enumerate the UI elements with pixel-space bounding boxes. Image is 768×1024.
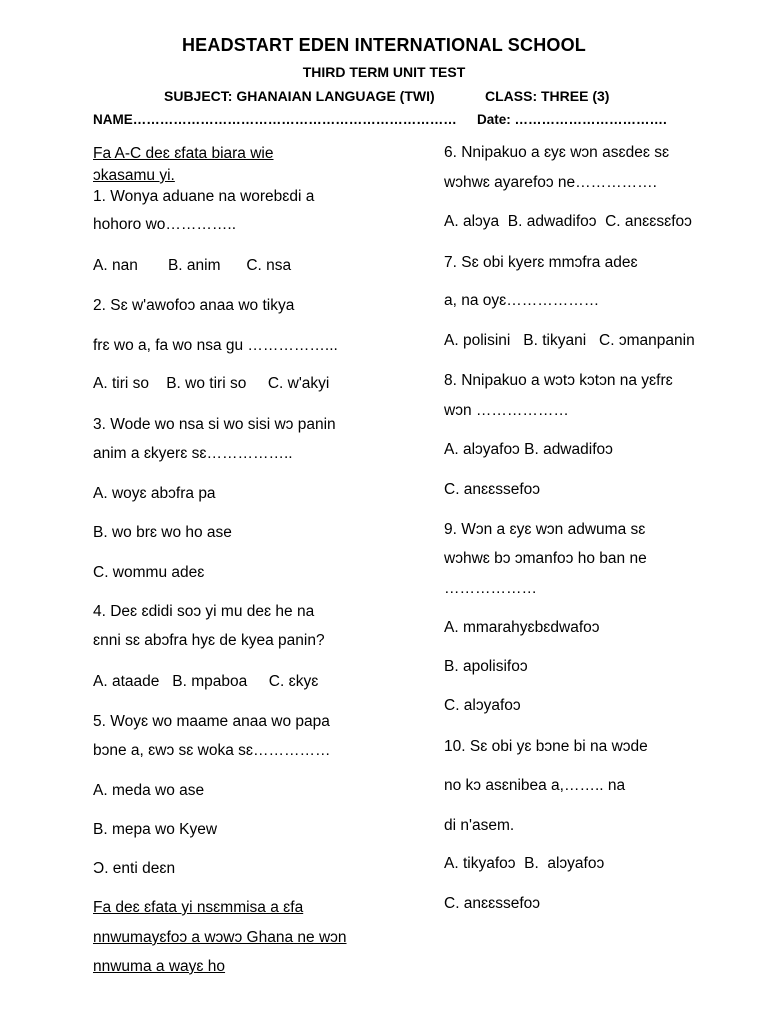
question-option: B. apolisifoɔ bbox=[444, 658, 528, 675]
question-option: B. mepa wo Kyew bbox=[93, 821, 218, 838]
test-title: THIRD TERM UNIT TEST bbox=[302, 64, 466, 80]
instruction-line: Fa A-C deɛ ɛfata biara wie bbox=[93, 145, 274, 162]
question-option: C. anɛɛssefoɔ bbox=[444, 895, 541, 912]
question-text: ……………… bbox=[444, 580, 537, 597]
question-text: 9. Wɔn a ɛyɛ wɔn adwuma sɛ bbox=[444, 521, 646, 538]
question-option: C. wommu adeɛ bbox=[93, 564, 205, 581]
question-option: B. wo brɛ wo ho ase bbox=[93, 524, 232, 541]
question-text: 5. Woyɛ wo maame anaa wo papa bbox=[93, 713, 330, 730]
question-option: Ɔ. enti deɛn bbox=[93, 860, 176, 877]
question-text: 7. Sɛ obi kyerɛ mmɔfra adeɛ bbox=[444, 254, 638, 271]
question-options: A. polisini B. tikyani C. ɔmanpanin bbox=[444, 332, 695, 349]
question-text: bɔne a, ɛwɔ sɛ woka sɛ…………… bbox=[93, 742, 331, 759]
question-options: A. alɔyafoɔ B. adwadifoɔ bbox=[444, 441, 613, 458]
question-option: A. mmarahyɛbɛdwafoɔ bbox=[444, 619, 600, 636]
question-option: A. meda wo ase bbox=[93, 782, 205, 799]
question-options: A. tiri so B. wo tiri so C. w'akyi bbox=[93, 375, 330, 392]
school-name: HEADSTART EDEN INTERNATIONAL SCHOOL bbox=[181, 35, 586, 55]
question-text: frɛ wo a, fa wo nsa gu ……………... bbox=[93, 337, 338, 354]
question-text: anim a ɛkyerɛ sɛ…………….. bbox=[93, 445, 293, 462]
question-options: A. nan B. anim C. nsa bbox=[93, 257, 292, 274]
question-text: wɔn ……………… bbox=[444, 402, 569, 419]
question-text: hohoro wo………….. bbox=[93, 216, 236, 233]
question-text: 10. Sɛ obi yɛ bɔne bi na wɔde bbox=[444, 738, 648, 755]
question-text: 2. Sɛ w'awofoɔ anaa wo tikya bbox=[93, 297, 295, 314]
question-text: 8. Nnipakuo a wɔtɔ kɔtɔn na yɛfrɛ bbox=[444, 372, 673, 389]
question-options: A. alɔya B. adwadifoɔ C. anɛɛsɛfoɔ bbox=[444, 213, 692, 230]
question-text: a, na oyɛ……………… bbox=[444, 292, 600, 309]
question-text: wɔhwɛ ayarefoɔ ne……………. bbox=[444, 174, 657, 191]
question-text: di n'asem. bbox=[444, 817, 515, 834]
subject-line: SUBJECT: GHANAIAN LANGUAGE (TWI) bbox=[164, 88, 435, 104]
question-text: 3. Wode wo nsa si wo sisi wɔ panin bbox=[93, 416, 336, 433]
class-line: CLASS: THREE (3) bbox=[485, 88, 610, 104]
question-options: A. ataade B. mpaboa C. ɛkyɛ bbox=[93, 673, 319, 690]
question-option: C. alɔyafoɔ bbox=[444, 697, 521, 714]
instruction-line: Fa deɛ ɛfata yi nsɛmmisa a ɛfa bbox=[93, 899, 304, 916]
date-field: Date: ……………………………. bbox=[477, 112, 667, 127]
instruction-line: nnwuma a wayɛ ho bbox=[93, 958, 226, 975]
question-text: 4. Deɛ ɛdidi soɔ yi mu deɛ he na bbox=[93, 603, 315, 620]
question-text: 1. Wonya aduane na worebɛdi a bbox=[93, 188, 315, 205]
instruction-line: ɔkasamu yi. bbox=[93, 167, 175, 184]
question-option: C. anɛɛssefoɔ bbox=[444, 481, 541, 498]
question-text: no kɔ asɛnibea a,…….. na bbox=[444, 777, 626, 794]
question-option: A. woyɛ abɔfra pa bbox=[93, 485, 216, 502]
question-text: 6. Nnipakuo a ɛyɛ wɔn asɛdeɛ sɛ bbox=[444, 144, 670, 161]
question-text: ɛnni sɛ abɔfra hyɛ de kyea panin? bbox=[93, 632, 325, 649]
question-options: A. tikyafoɔ B. alɔyafoɔ bbox=[444, 855, 605, 872]
instruction-line: nnwumayɛfoɔ a wɔwɔ Ghana ne wɔn bbox=[93, 929, 347, 946]
question-text: wɔhwɛ bɔ ɔmanfoɔ ho ban ne bbox=[444, 550, 647, 567]
name-field: NAME……………………………………………………………… bbox=[93, 112, 457, 127]
